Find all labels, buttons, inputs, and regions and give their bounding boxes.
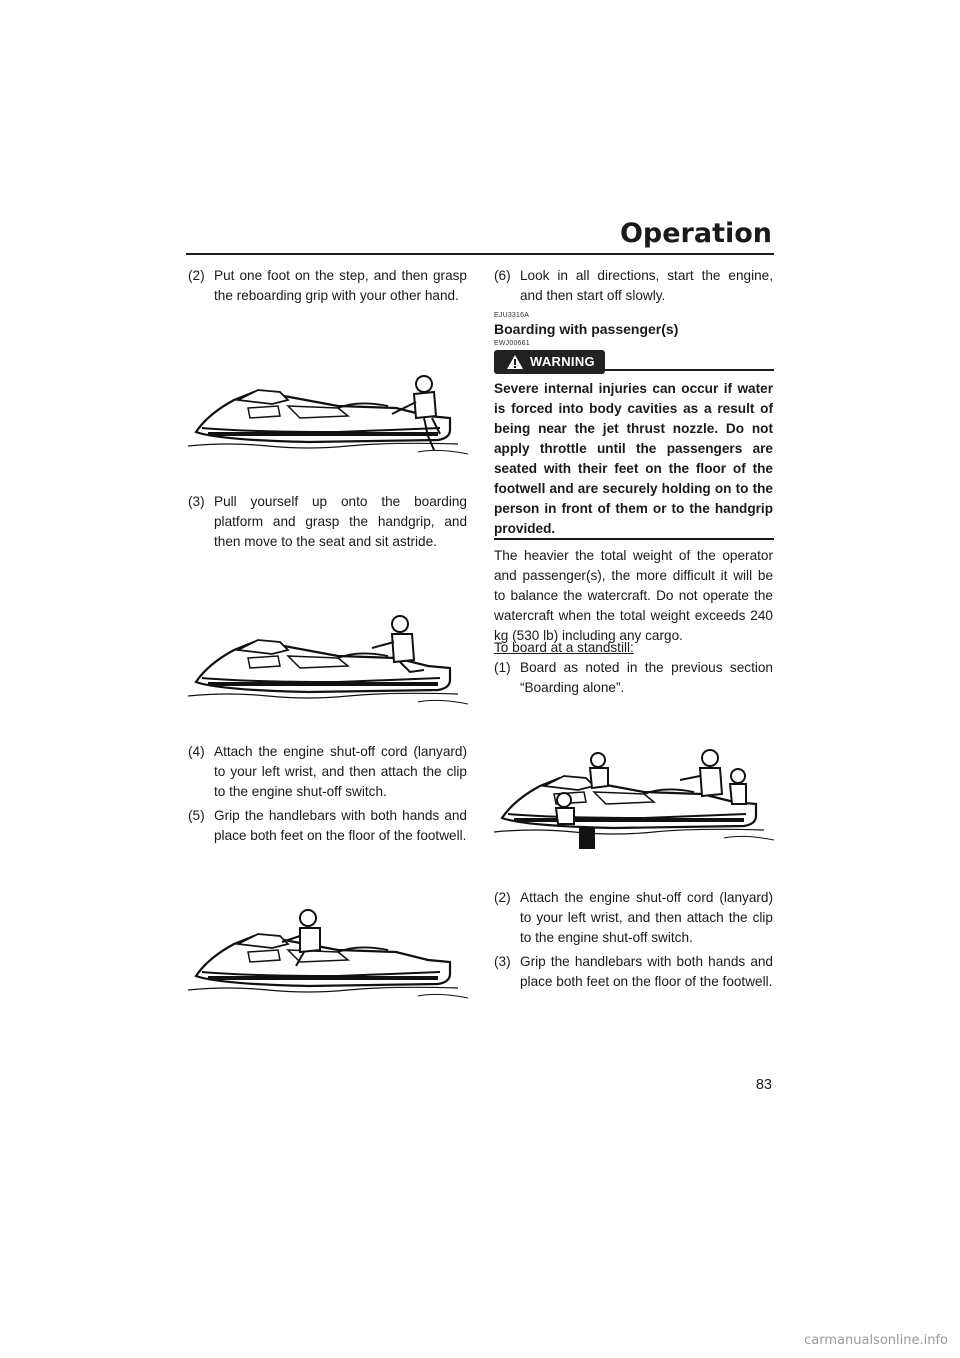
section-heading: Boarding with passenger(s) [494,321,679,337]
illustration-seated-rider [188,906,468,1006]
step-number: (4) [188,744,205,759]
step-2-right [494,888,773,948]
step-number: (3) [188,494,205,509]
illustration-boarding-platform [188,612,468,712]
step-number: (6) [494,268,511,283]
step-6-right [494,266,773,306]
step-text: Grip the handlebars with both hands and place both feet on the floor of the footwell. [520,954,773,989]
step-number: (2) [188,268,205,283]
warning-rule-bottom [494,538,774,540]
subheading: To board at a standstill: [494,640,634,655]
step-3-left [188,492,467,552]
watermark: carmanualsonline.info [804,1333,948,1348]
illustration-passenger-boarding [494,746,774,856]
step-1-right [494,658,773,698]
warning-text: Severe internal injuries can occur if water is forced into body cavities as a result of being near the jet thrust nozzle. Do not apply throttle until the passengers are seated with their feet on the floor of the footwell and are securely holding on to the person in front of them or to the handgrip provided. [494,381,773,536]
step-text: Put one foot on the step, and then grasp the reboarding grip with your other hand. [214,268,467,303]
body-paragraph: The heavier the total weight of the operator and passenger(s), the more difficult it will be to balance the watercraft. Do not operate the watercraft when the total weight exceeds 240 kg (530 lb) including any cargo. [494,548,773,643]
step-text: Attach the engine shut-off cord (lanyard) to your left wrist, and then attach the clip to the engine shut-off switch. [214,744,467,799]
section-code: EJU3316A [494,312,530,319]
step-4-left [188,742,467,802]
page-number: 83 [755,1077,772,1093]
step-5-left [188,806,467,846]
step-text: Attach the engine shut-off cord (lanyard) to your left wrist, and then attach the clip to the engine shut-off switch. [520,890,773,945]
warning-code: EWJ00661 [494,340,530,347]
header-rule [186,253,774,255]
warning-label-text: WARNING [530,354,595,369]
warning-rule-top [605,369,774,371]
operator-figure [590,753,608,788]
step-3-right [494,952,773,992]
step-number: (3) [494,954,511,969]
step-2-left [188,266,467,306]
step-text: Grip the handlebars with both hands and place both feet on the floor of the footwell. [214,808,467,843]
step-text: Pull yourself up onto the boarding platform and grasp the handgrip, and then move to the seat and sit astride. [214,494,467,549]
warning-triangle-icon [506,354,524,370]
step-number: (2) [494,890,511,905]
step-number: (1) [494,660,511,675]
step-number: (5) [188,808,205,823]
page-title: Operation [619,218,772,249]
warning-label [494,350,605,374]
step-text: Board as noted in the previous section “Boarding alone”. [520,660,773,695]
step-text: Look in all directions, start the engine, and then start off slowly. [520,268,773,303]
illustration-reboarding-grip [188,362,468,462]
